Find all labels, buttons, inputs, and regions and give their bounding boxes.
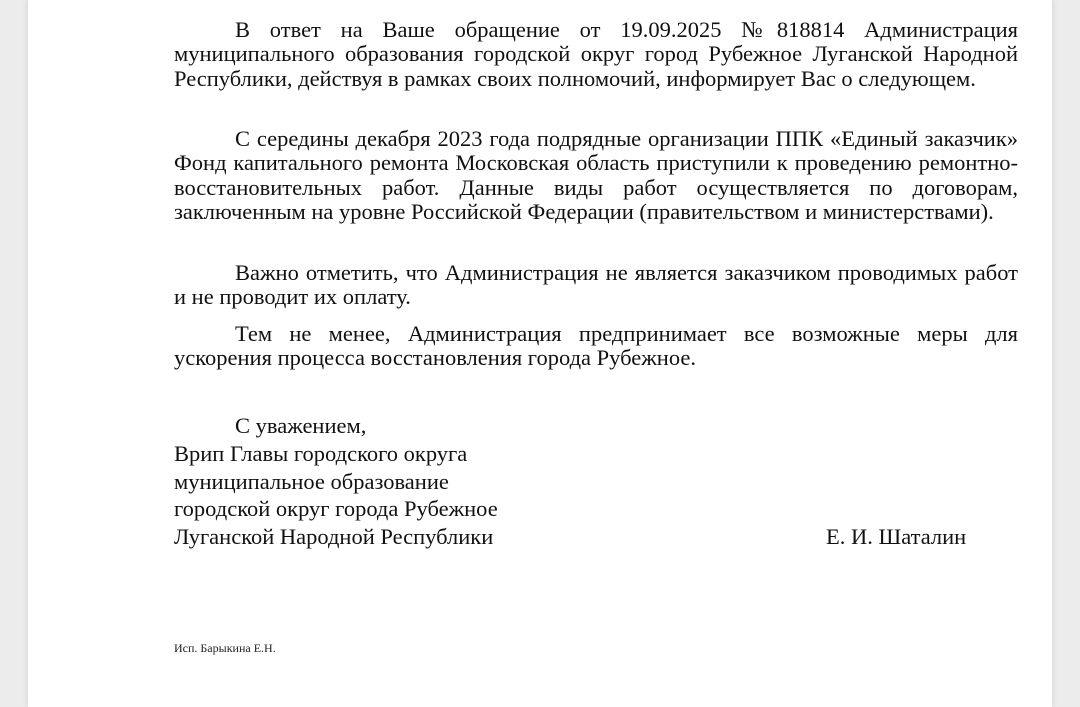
paragraph-1 — [174, 18, 1018, 91]
signature-line-2: муниципальное образование — [174, 469, 449, 494]
paragraph-2 — [174, 127, 1018, 224]
paragraph-4 — [174, 322, 1018, 371]
signer-name: Е. И. Шаталин — [826, 524, 967, 549]
paragraph-4-text: Тем не менее, Администрация предпринимает все возможные меры для ускорения процесса восстановления города Рубежное. — [174, 321, 1018, 371]
executor-note: Исп. Барыкина Е.Н. — [174, 641, 276, 655]
paragraph-3-text: Важно отметить, что Администрация не является заказчиком проводимых работ и не проводит их оплату. — [174, 260, 1018, 310]
signature-line-1: Врип Главы городского округа — [174, 441, 468, 466]
closing-salutation: С уважением, — [235, 413, 367, 438]
signature-line-4: Луганской Народной Республики — [174, 524, 494, 549]
document-page — [28, 0, 1052, 707]
paragraph-3 — [174, 261, 1018, 310]
paragraph-1-text: В ответ на Ваше обращение от 19.09.2025 №818814 Администрация муниципального образования городской округ город Рубежное Луганской Народной Республики, действуя в рамках своих полномочий, информирует Вас о следующем. — [174, 17, 1018, 91]
signature-line-3: городской округ города Рубежное — [174, 496, 498, 521]
paragraph-2-text: С середины декабря 2023 года подрядные организации ППК «Единый заказчик» Фонд капитального ремонта Московская область приступили к проведению ремонтно-восстановительных работ. Данные виды работ осуществляется по договорам, заключенным на уровне Российской Федерации (правительством и министерствами). — [174, 126, 1018, 224]
